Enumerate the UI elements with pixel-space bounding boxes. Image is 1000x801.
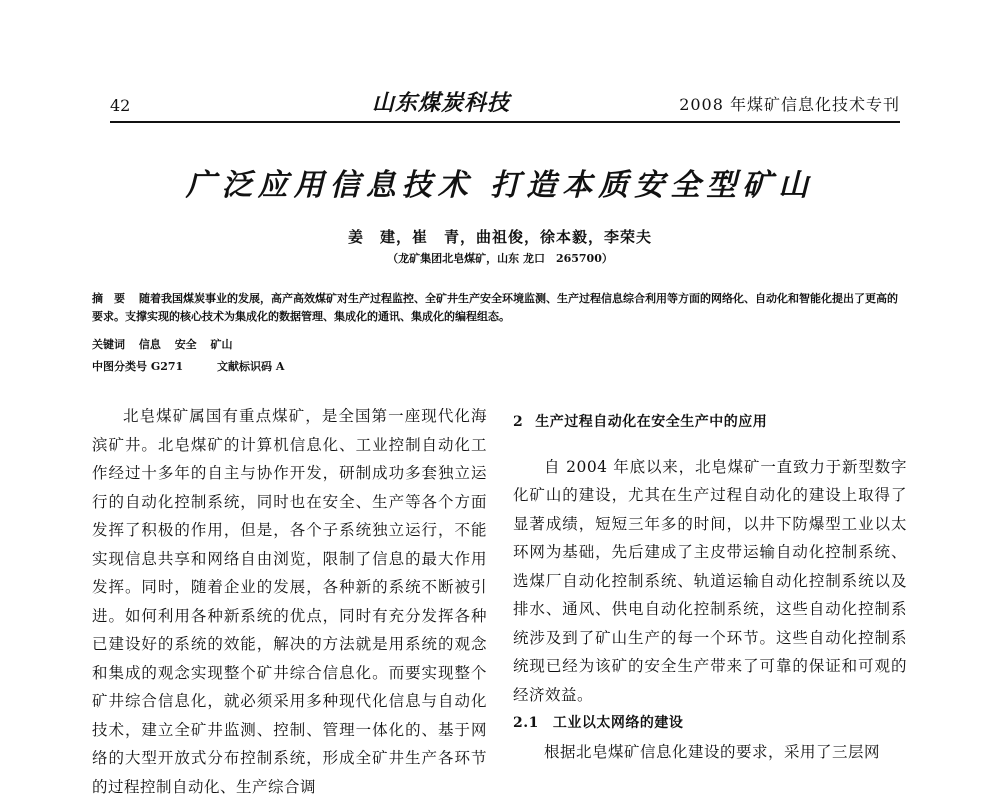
author-list: 姜 建，崔 青，曲祖俊，徐本毅，李荣夫 (347, 228, 652, 246)
subsection-number: 2.1 (513, 715, 539, 731)
subsection-paragraph: 根据北皂煤矿信息化建设的要求，采用了三层网 (544, 742, 881, 761)
section-heading (513, 408, 907, 437)
keyword: 矿山 (210, 338, 233, 351)
classification-line (92, 358, 284, 374)
clc-label: 中图分类号 (92, 360, 147, 373)
page-header (110, 85, 900, 123)
body-column-left (92, 402, 487, 801)
subsection-title: 工业以太网络的建设 (552, 715, 684, 731)
clc-value: G271 (150, 360, 184, 373)
intro-paragraph: 北皂煤矿属国有重点煤矿，是全国第一座现代化海滨矿井。北皂煤矿的计算机信息化、工业控制自动化工作经过十多年的自主与协作开发，研制成功多套独立运行的自动化控制系统，同时也在安全、生产等各个方面发挥了积极的作用，但是，各个子系统独立运行，不能实现信息共享和网络自由浏览，限制了信息的最大作用发挥。同时，随着企业的发展，各种新的系统不断被引进。如何利用各种新系统的优点，同时有充分发挥各种已建设好的系统的效能，解决的方法就是用系统的观念和集成的观念实现整个矿井综合信息化。而要实现整个矿井综合信息化，就必须采用多种现代化信息与自动化技术，建立全矿井监测、控制、管理一体化的、基于网络的大型开放式分布控制系统，形成全矿井生产各环节的过程控制自动化、生产综合调 (92, 407, 487, 796)
subsection-heading (513, 709, 907, 738)
keyword: 信息 (138, 338, 161, 351)
section-title: 生产过程自动化在安全生产中的应用 (535, 414, 768, 430)
page-number: 42 (110, 96, 131, 115)
abstract-text: 随着我国煤炭事业的发展，高产高效煤矿对生产过程监控、全矿井生产安全环境监测、生产过程信息综合利用等方面的网络化、自动化和智能化提出了更高的要求。支撑实现的核心技术为集成化的数据管理、集成化的通讯、集成化的编程组态。 (92, 292, 898, 323)
affiliation: （龙矿集团北皂煤矿，山东 龙口 265700） (387, 252, 613, 265)
keyword: 安全 (174, 338, 197, 351)
section-number: 2 (513, 414, 524, 430)
doc-code-value: A (275, 360, 285, 373)
section-paragraph: 自 2004 年底以来，北皂煤矿一直致力于新型数字化矿山的建设，尤其在生产过程自动化的建设上取得了显著成绩，短短三年多的时间，以井下防爆型工业以太环网为基础，先后建成了主皮带运输自动化控制系统、选煤厂自动化控制系统、轨道运输自动化控制系统以及排水、通风、供电自动化控制系统，这些自动化控制系统涉及到了矿山生产的每一个环节。这些自动化控制系统现已经为该矿的安全生产带来了可靠的保证和可观的经济效益。 (513, 457, 907, 704)
keywords-line (92, 336, 233, 352)
journal-logo: 山东煤炭科技 (372, 90, 511, 116)
abstract-label: 摘 要 (92, 292, 125, 305)
body-column-right (513, 402, 907, 766)
article-title: 广泛应用信息技术 打造本质安全型矿山 (185, 168, 815, 203)
abstract (92, 290, 900, 326)
issue-label: 2008 年煤矿信息化技术专刊 (679, 95, 900, 114)
doc-code-label: 文献标识码 (217, 360, 273, 373)
keywords-label: 关键词 (92, 338, 125, 351)
